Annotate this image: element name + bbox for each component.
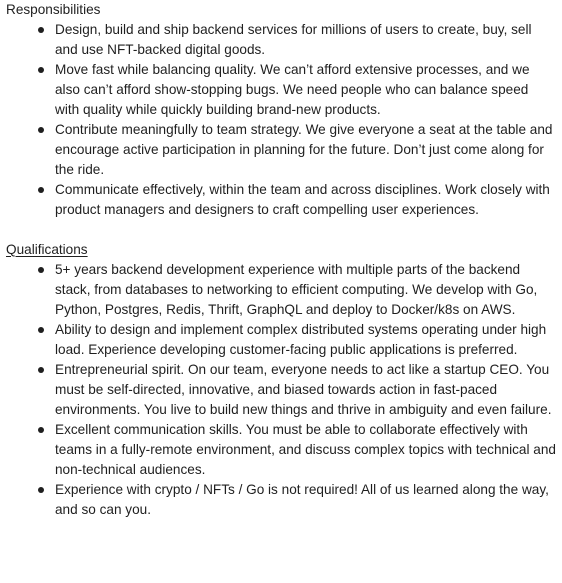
list-item-text: Communicate effectively, within the team and across disciplines. Work closely with product managers and designers to craft compelling user experiences. <box>55 182 550 217</box>
list-item <box>55 360 556 420</box>
list-item-text: Design, build and ship backend services for millions of users to create, buy, sell and use NFT-backed digital goods. <box>55 22 532 57</box>
bullet-icon <box>38 267 44 273</box>
list-item-text: 5+ years backend development experience with multiple parts of the backend stack, from databases to networking to efficient computing. We develop with Go, Python, Postgres, Redis, Thrift, GraphQL and deploy to Docker/k8s on AWS. <box>55 262 538 317</box>
list-item-text: Contribute meaningfully to team strategy. We give everyone a seat at the table and encourage active participation in planning for the future. Don’t just come along for the ride. <box>55 122 553 177</box>
list-item <box>55 180 556 220</box>
bullet-icon <box>38 327 44 333</box>
list-item <box>55 480 556 520</box>
section-spacer <box>6 220 556 240</box>
bullet-icon <box>38 127 44 133</box>
list-item <box>55 20 556 60</box>
bullet-icon <box>38 67 44 73</box>
bullet-icon <box>38 187 44 193</box>
qualifications-heading: Qualifications <box>6 242 88 257</box>
bullet-icon <box>38 367 44 373</box>
bullet-icon <box>38 427 44 433</box>
list-item <box>55 420 556 480</box>
responsibilities-heading: Responsibilities <box>6 2 101 17</box>
responsibilities-list <box>6 20 556 220</box>
list-item-text: Excellent communication skills. You must be able to collaborate effectively with teams in a fully-remote environment, and discuss complex topics with technical and non-technical audiences. <box>55 422 556 477</box>
list-item <box>55 120 556 180</box>
list-item-text: Experience with crypto / NFTs / Go is not required! All of us learned along the way, and so can you. <box>55 482 549 517</box>
list-item-text: Move fast while balancing quality. We can’t afford extensive processes, and we also can’t afford show-stopping bugs. We need people who can balance speed with quality while quickly building brand-new products. <box>55 62 530 117</box>
qualifications-list <box>6 260 556 520</box>
list-item <box>55 320 556 360</box>
list-item <box>55 260 556 320</box>
list-item <box>55 60 556 120</box>
list-item-text: Ability to design and implement complex distributed systems operating under high load. Experience developing customer-facing public applications is preferred. <box>55 322 547 357</box>
bullet-icon <box>38 487 44 493</box>
list-item-text: Entrepreneurial spirit. On our team, everyone needs to act like a startup CEO. You must be self-directed, innovative, and biased towards action in fast-paced environments. You live to build new things and thrive in ambiguity and even failure. <box>55 362 552 417</box>
bullet-icon <box>38 27 44 33</box>
